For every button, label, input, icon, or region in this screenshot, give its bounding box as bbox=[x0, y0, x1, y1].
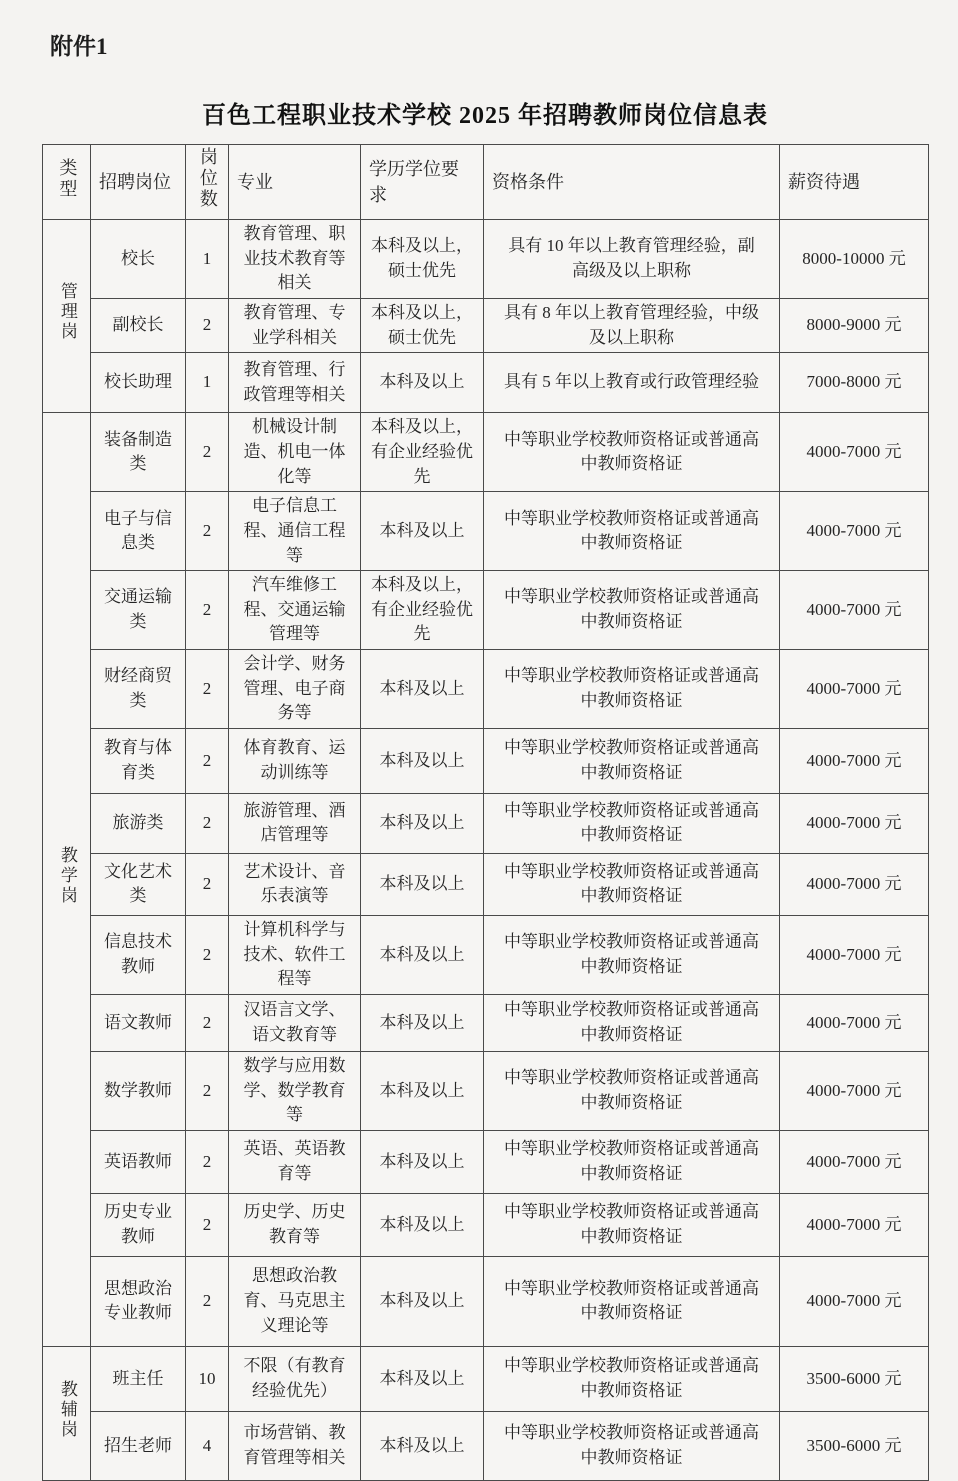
col-header-type bbox=[43, 145, 91, 220]
count-cell: 2 bbox=[186, 1193, 229, 1256]
qualification-cell: 中等职业学校教师资格证或普通高中教师资格证 bbox=[484, 1346, 780, 1411]
table-row bbox=[43, 1256, 929, 1346]
major-cell: 会计学、财务管理、电子商务等 bbox=[229, 650, 361, 729]
position-cell: 招生老师 bbox=[91, 1411, 186, 1480]
education-cell: 本科及以上 bbox=[361, 994, 484, 1051]
position-cell: 历史专业教师 bbox=[91, 1193, 186, 1256]
table-row bbox=[43, 299, 929, 353]
salary-cell: 4000-7000 元 bbox=[780, 650, 929, 729]
table-row bbox=[43, 853, 929, 915]
salary-cell: 4000-7000 元 bbox=[780, 571, 929, 650]
page-title: 百色工程职业技术学校 2025 年招聘教师岗位信息表 bbox=[202, 103, 768, 129]
position-cell: 财经商贸类 bbox=[91, 650, 186, 729]
table-header-row bbox=[43, 145, 929, 220]
education-cell: 本科及以上 bbox=[361, 1051, 484, 1130]
table-row bbox=[43, 793, 929, 853]
position-cell: 副校长 bbox=[91, 299, 186, 353]
major-cell: 教育管理、职业技术教育等相关 bbox=[229, 220, 361, 299]
count-cell: 2 bbox=[186, 492, 229, 571]
education-cell: 本科及以上 bbox=[361, 1411, 484, 1480]
position-cell: 电子与信息类 bbox=[91, 492, 186, 571]
count-cell: 2 bbox=[186, 1130, 229, 1193]
table-row bbox=[43, 650, 929, 729]
salary-cell: 4000-7000 元 bbox=[780, 728, 929, 793]
major-cell: 数学与应用数学、数学教育等 bbox=[229, 1051, 361, 1130]
qualification-cell: 具有 8 年以上教育管理经验，中级及以上职称 bbox=[484, 299, 780, 353]
position-cell: 旅游类 bbox=[91, 793, 186, 853]
salary-cell: 3500-6000 元 bbox=[780, 1411, 929, 1480]
education-cell: 本科及以上，硕士优先 bbox=[361, 220, 484, 299]
col-header-salary: 薪资待遇 bbox=[780, 145, 929, 220]
table-row bbox=[43, 492, 929, 571]
count-cell: 2 bbox=[186, 728, 229, 793]
table-row bbox=[43, 353, 929, 413]
major-cell: 体育教育、运动训练等 bbox=[229, 728, 361, 793]
col-header-type-label: 类型 bbox=[57, 157, 78, 200]
position-cell: 数学教师 bbox=[91, 1051, 186, 1130]
education-cell: 本科及以上 bbox=[361, 1346, 484, 1411]
major-cell: 艺术设计、音乐表演等 bbox=[229, 853, 361, 915]
salary-cell: 3500-6000 元 bbox=[780, 1346, 929, 1411]
position-cell: 校长 bbox=[91, 220, 186, 299]
qualification-cell: 中等职业学校教师资格证或普通高中教师资格证 bbox=[484, 1130, 780, 1193]
major-cell: 市场营销、教育管理等相关 bbox=[229, 1411, 361, 1480]
major-cell: 英语、英语教育等 bbox=[229, 1130, 361, 1193]
major-cell: 电子信息工程、通信工程等 bbox=[229, 492, 361, 571]
qualification-cell: 中等职业学校教师资格证或普通高中教师资格证 bbox=[484, 492, 780, 571]
education-cell: 本科及以上 bbox=[361, 353, 484, 413]
education-cell: 本科及以上 bbox=[361, 1130, 484, 1193]
table-row bbox=[43, 1130, 929, 1193]
major-cell: 计算机科学与技术、软件工程等 bbox=[229, 915, 361, 994]
group-label: 教学岗 bbox=[57, 845, 77, 906]
count-cell: 10 bbox=[186, 1346, 229, 1411]
table-row bbox=[43, 220, 929, 299]
salary-cell: 4000-7000 元 bbox=[780, 853, 929, 915]
group-label: 管理岗 bbox=[57, 282, 77, 343]
qualification-cell: 中等职业学校教师资格证或普通高中教师资格证 bbox=[484, 571, 780, 650]
position-cell: 交通运输类 bbox=[91, 571, 186, 650]
education-cell: 本科及以上，有企业经验优先 bbox=[361, 413, 484, 492]
count-cell: 2 bbox=[186, 994, 229, 1051]
qualification-cell: 中等职业学校教师资格证或普通高中教师资格证 bbox=[484, 413, 780, 492]
salary-cell: 4000-7000 元 bbox=[780, 994, 929, 1051]
major-cell: 教育管理、专业学科相关 bbox=[229, 299, 361, 353]
qualification-cell: 中等职业学校教师资格证或普通高中教师资格证 bbox=[484, 1051, 780, 1130]
salary-cell: 4000-7000 元 bbox=[780, 1256, 929, 1346]
count-cell: 4 bbox=[186, 1411, 229, 1480]
col-header-position: 招聘岗位 bbox=[91, 145, 186, 220]
major-cell: 教育管理、行政管理等相关 bbox=[229, 353, 361, 413]
position-cell: 文化艺术类 bbox=[91, 853, 186, 915]
qualification-cell: 具有 10 年以上教育管理经验，副高级及以上职称 bbox=[484, 220, 780, 299]
table-row bbox=[43, 1051, 929, 1130]
count-cell: 2 bbox=[186, 571, 229, 650]
table-row bbox=[43, 994, 929, 1051]
major-cell: 旅游管理、酒店管理等 bbox=[229, 793, 361, 853]
position-cell: 英语教师 bbox=[91, 1130, 186, 1193]
table-row bbox=[43, 1411, 929, 1480]
salary-cell: 8000-10000 元 bbox=[780, 220, 929, 299]
col-header-major: 专业 bbox=[229, 145, 361, 220]
col-header-qualification: 资格条件 bbox=[484, 145, 780, 220]
position-cell: 装备制造类 bbox=[91, 413, 186, 492]
qualification-cell: 中等职业学校教师资格证或普通高中教师资格证 bbox=[484, 1411, 780, 1480]
table-row bbox=[43, 1193, 929, 1256]
qualification-cell: 中等职业学校教师资格证或普通高中教师资格证 bbox=[484, 853, 780, 915]
salary-cell: 4000-7000 元 bbox=[780, 1193, 929, 1256]
major-cell: 汉语言文学、语文教育等 bbox=[229, 994, 361, 1051]
education-cell: 本科及以上 bbox=[361, 853, 484, 915]
count-cell: 2 bbox=[186, 650, 229, 729]
count-cell: 1 bbox=[186, 220, 229, 299]
count-cell: 1 bbox=[186, 353, 229, 413]
attachment-label: 附件1 bbox=[50, 34, 108, 59]
education-cell: 本科及以上 bbox=[361, 1193, 484, 1256]
position-cell: 教育与体育类 bbox=[91, 728, 186, 793]
education-cell: 本科及以上，有企业经验优先 bbox=[361, 571, 484, 650]
col-header-education: 学历学位要求 bbox=[361, 145, 484, 220]
qualification-cell: 中等职业学校教师资格证或普通高中教师资格证 bbox=[484, 793, 780, 853]
count-cell: 2 bbox=[186, 793, 229, 853]
salary-cell: 7000-8000 元 bbox=[780, 353, 929, 413]
count-cell: 2 bbox=[186, 299, 229, 353]
count-cell: 2 bbox=[186, 1256, 229, 1346]
education-cell: 本科及以上 bbox=[361, 793, 484, 853]
education-cell: 本科及以上，硕士优先 bbox=[361, 299, 484, 353]
table-row bbox=[43, 728, 929, 793]
table-row bbox=[43, 571, 929, 650]
salary-cell: 4000-7000 元 bbox=[780, 1051, 929, 1130]
qualification-cell: 中等职业学校教师资格证或普通高中教师资格证 bbox=[484, 650, 780, 729]
education-cell: 本科及以上 bbox=[361, 915, 484, 994]
position-cell: 班主任 bbox=[91, 1346, 186, 1411]
qualification-cell: 中等职业学校教师资格证或普通高中教师资格证 bbox=[484, 1193, 780, 1256]
position-cell: 思想政治专业教师 bbox=[91, 1256, 186, 1346]
count-cell: 2 bbox=[186, 413, 229, 492]
education-cell: 本科及以上 bbox=[361, 1256, 484, 1346]
qualification-cell: 中等职业学校教师资格证或普通高中教师资格证 bbox=[484, 994, 780, 1051]
col-header-count-label: 岗位数 bbox=[197, 147, 218, 210]
count-cell: 2 bbox=[186, 915, 229, 994]
count-cell: 2 bbox=[186, 853, 229, 915]
position-cell: 校长助理 bbox=[91, 353, 186, 413]
major-cell: 汽车维修工程、交通运输管理等 bbox=[229, 571, 361, 650]
position-cell: 语文教师 bbox=[91, 994, 186, 1051]
salary-cell: 4000-7000 元 bbox=[780, 793, 929, 853]
major-cell: 不限（有教育经验优先） bbox=[229, 1346, 361, 1411]
table-row bbox=[43, 915, 929, 994]
count-cell: 2 bbox=[186, 1051, 229, 1130]
group-cell-support bbox=[43, 1346, 91, 1480]
group-cell-teaching bbox=[43, 413, 91, 1347]
education-cell: 本科及以上 bbox=[361, 650, 484, 729]
col-header-count bbox=[186, 145, 229, 220]
qualification-cell: 中等职业学校教师资格证或普通高中教师资格证 bbox=[484, 915, 780, 994]
major-cell: 机械设计制造、机电一体化等 bbox=[229, 413, 361, 492]
table-row bbox=[43, 1346, 929, 1411]
salary-cell: 4000-7000 元 bbox=[780, 1130, 929, 1193]
salary-cell: 4000-7000 元 bbox=[780, 492, 929, 571]
table-row bbox=[43, 413, 929, 492]
recruitment-table bbox=[42, 144, 929, 1481]
group-label: 教辅岗 bbox=[57, 1379, 77, 1440]
education-cell: 本科及以上 bbox=[361, 492, 484, 571]
major-cell: 历史学、历史教育等 bbox=[229, 1193, 361, 1256]
salary-cell: 8000-9000 元 bbox=[780, 299, 929, 353]
qualification-cell: 具有 5 年以上教育或行政管理经验 bbox=[484, 353, 780, 413]
education-cell: 本科及以上 bbox=[361, 728, 484, 793]
major-cell: 思想政治教育、马克思主义理论等 bbox=[229, 1256, 361, 1346]
group-cell-management bbox=[43, 220, 91, 413]
salary-cell: 4000-7000 元 bbox=[780, 915, 929, 994]
salary-cell: 4000-7000 元 bbox=[780, 413, 929, 492]
qualification-cell: 中等职业学校教师资格证或普通高中教师资格证 bbox=[484, 728, 780, 793]
qualification-cell: 中等职业学校教师资格证或普通高中教师资格证 bbox=[484, 1256, 780, 1346]
position-cell: 信息技术教师 bbox=[91, 915, 186, 994]
